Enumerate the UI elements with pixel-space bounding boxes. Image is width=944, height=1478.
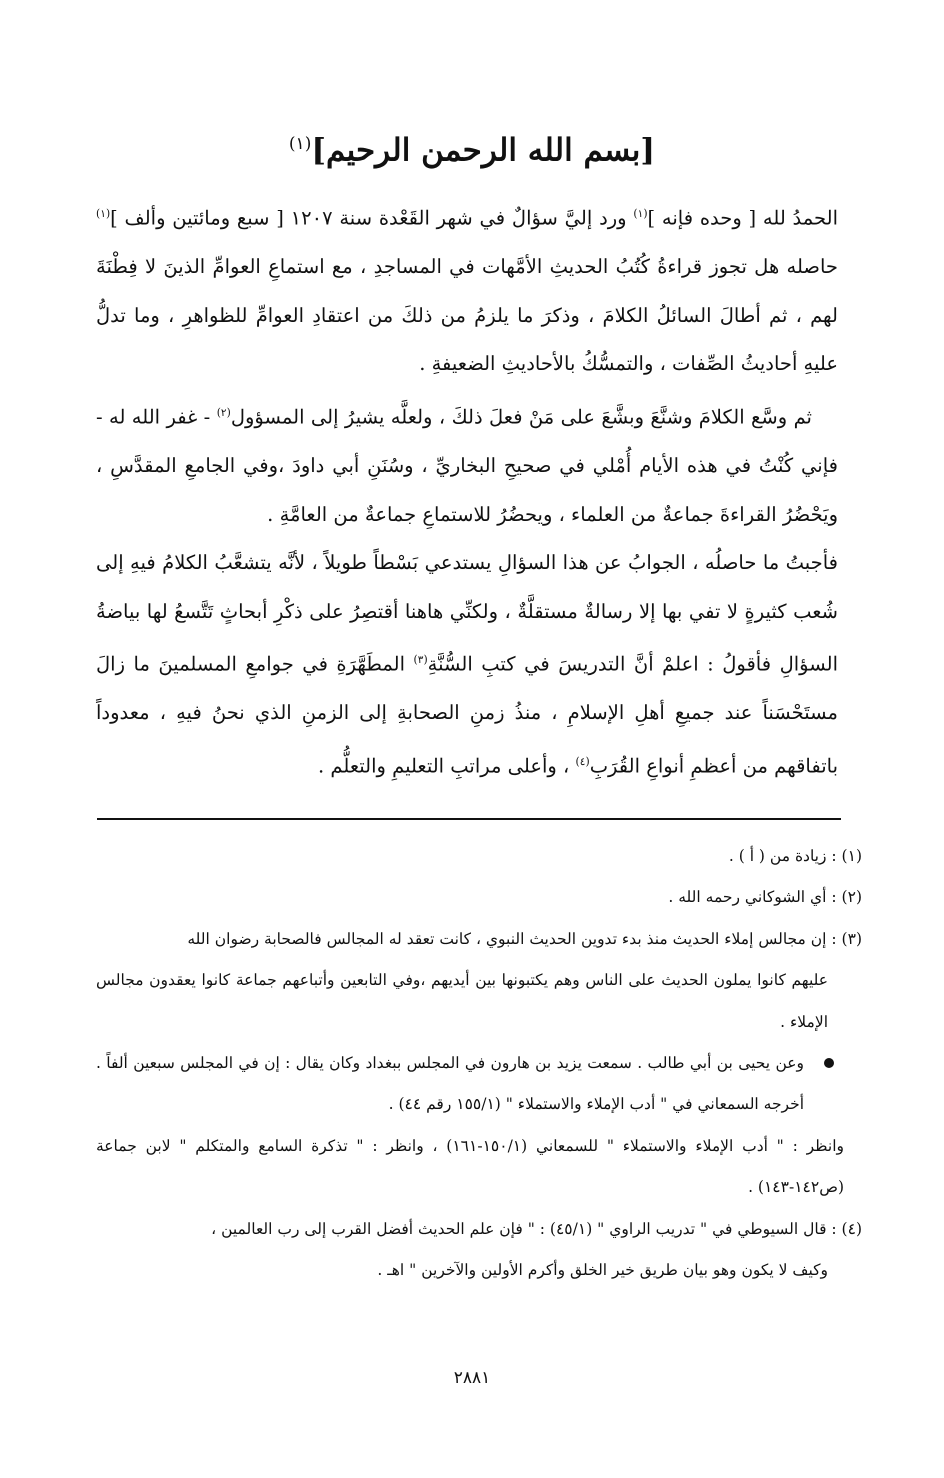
bullet-text: وعن يحيى بن أبي طالب . سمعت يزيد بن هارون في المجلس ببغداد وكان يقال : إن في المجلس سبعين ألفاً . أخرجه السمعاني في " أدب الإملاء والاستملاء " (١٥٥/١ رقم ٤٤) . <box>96 1054 804 1114</box>
footnotes <box>96 836 862 1291</box>
footnote-ref: (١) <box>96 207 111 220</box>
footnote-3: (٣) : إن مجالس إملاء الحديث منذ بدء تدوين الحديث النبوي ، كانت تعقد له المجالس فالصحابة رضوان الله <box>187 929 862 948</box>
footnote-ref: (٣) <box>413 653 428 667</box>
footnote-4: (٤) : قال السيوطي في " تدريب الراوي " (٤٥/١) : " فإن علم الحديث أفضل القرب إلى رب العالمين ، <box>211 1219 862 1238</box>
paragraph-3-text-c: ، وأعلى مراتبِ التعليمِ والتعلُّم . <box>318 754 576 778</box>
footnote-4-continuation: وكيف لا يكون وهو بيان طريق خير الخلق وأكرم الأولين والآخرين " اهـ . <box>377 1261 828 1280</box>
paragraph-1 <box>96 190 838 389</box>
paragraph-1-text-b: ورد إليَّ سؤالٌ في شهر القَعْدة سنة ١٢٠٧ [ سبع ومائتين وألف ] <box>110 206 634 230</box>
bullet-icon <box>824 1058 834 1068</box>
footnote-1: (١) : زيادة من ( أ ) . <box>728 847 862 865</box>
footnote-ref: (٢) <box>216 405 231 419</box>
page-number: ٢٨٨١ <box>453 1368 491 1388</box>
paragraph-2-text-b: - غفر الله له - فإني كُنْتُ في هذه الأيام أُمْلي في صحيحِ البخاريِّ ، وسُنَنِ أبي داودَ ،وفي الجامعِ المقدَّسِ ، ويَحْضُرُ القراءةَ جماعةٌ من العلماء ، ويحضُرُ للاستماعِ جماعةٌ من العامَّةِ . <box>96 405 838 526</box>
footnote-3-bullet <box>96 1043 862 1126</box>
paragraph-2 <box>96 389 838 539</box>
title-footnote-ref: (١) <box>288 134 312 154</box>
paragraph-3-text-b: المطَهَّرَةِ في جوامعِ المسلمينَ ما زالَ مستَحْسَناً عند جميعِ أهلِ الإسلامِ ، منذُ زمنِ الصحابةِ إلى الزمنِ الذي نحنُ فيهِ ، معدوداً باتفاقهم من أعظمِ أنواعِ القُرَبِ <box>96 652 838 778</box>
footnote-3-continuation: عليهم كانوا يملون الحديث على الناس وهم يكتبونها بين أيديهم ،وفي التابعين وأتباعهم جماعة كانوا يعقدون مجالس الإملاء . <box>96 971 828 1031</box>
title-text: [بسم الله الرحمن الرحيم] <box>311 132 656 169</box>
paragraph-2-text-a: ثم وسَّع الكلامَ وشنَّعَ وبشَّعَ على مَنْ فعلَ ذلكَ ، ولعلَّه يشيرُ إلى المسؤول <box>230 405 812 429</box>
page-title <box>0 122 944 172</box>
footnote-ref: (٤) <box>575 755 590 769</box>
paragraph-1-text-c: حاصله هل تجوز قراءةُ كُتُبُ الحديثِ الأمَّهات في المساجدِ ، مع استماعِ العوامِّ الذينَ لا فِطْنَةَ لهم ، ثم أطالَ السائلُ الكلامَ ، وذكرَ ما يلزمُ من ذلكَ من اعتقادِ العوامِّ للظواهرِ ، وما تدلُّ عليهِ أحاديثُ الصِّفات ، والتمسُّكُ بالأحاديثِ الضعيفةِ . <box>96 255 838 376</box>
paragraph-1-text-a: الحمدُ لله [ وحده فإنه ] <box>647 206 839 230</box>
footnote-ref: (١) <box>633 207 648 220</box>
paragraph-3 <box>96 539 838 791</box>
paragraph-3-text-a: فأجبتُ ما حاصلُه ، الجوابُ عن هذا السؤالِ يستدعي بَسْطاً طويلاً ، لأنَّه يتشعَّبُ الكلامُ فيهِ إلى شُعب كثيرةٍ لا تفي بها إلا رسالةٌ مستقلَّةٌ ، ولكنِّي هاهنا أقتصِرُ على ذكْرِ أبحاثٍ تَتَّسعُ لها بياضةُ السؤالِ فأقولُ : اعلمْ أنَّ التدريسَ في كتبِ السُّنَّةِ <box>96 551 838 676</box>
body-text <box>96 190 838 791</box>
footnote-2: (٢) : أي الشوكاني رحمه الله . <box>668 888 862 907</box>
footnote-3-see-also: وانظر : " أدب الإملاء والاستملاء " للسمعاني (١٥٠/١-١٦١) ، وانظر : " تذكرة السامع والمتكلم " لابن جماعة (ص١٤٢-١٤٣) . <box>96 1136 844 1197</box>
footnote-separator <box>97 818 841 820</box>
